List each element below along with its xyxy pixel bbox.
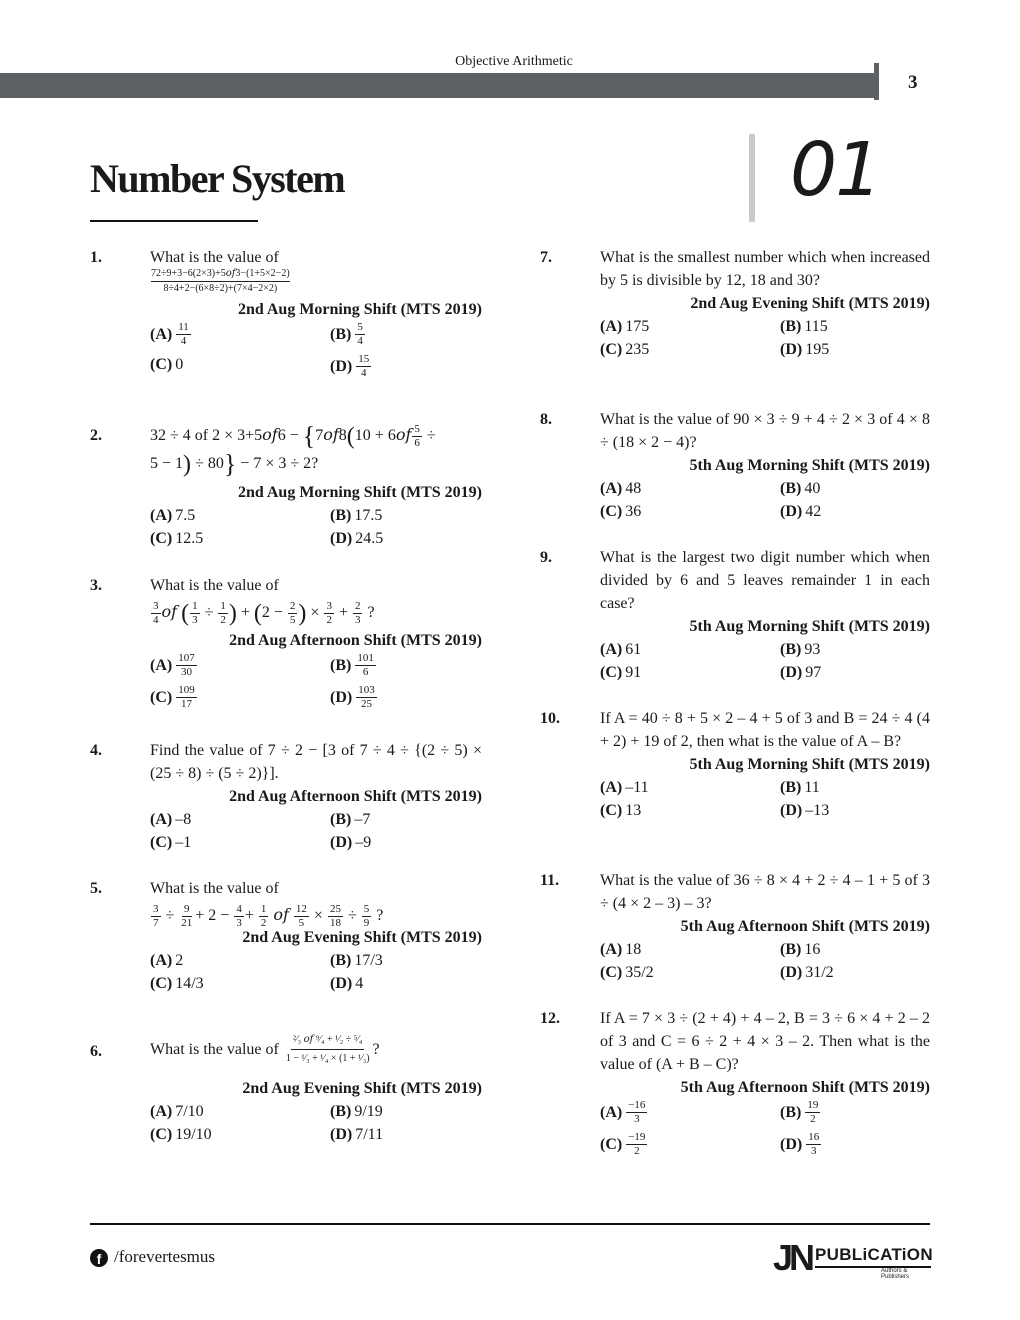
option-b[interactable]: (B) 40 <box>780 480 821 497</box>
page-number: 3 <box>908 72 918 93</box>
footer-rule <box>90 1223 930 1225</box>
exam-shift: 2nd Aug Evening Shift (MTS 2019) <box>242 1080 482 1097</box>
option-d[interactable]: (D) 42 <box>780 503 822 520</box>
option-b[interactable]: (B) 17.5 <box>330 507 383 524</box>
facebook-icon[interactable]: f <box>90 1249 108 1267</box>
option-c[interactable]: (C) $\frac{-19}{2}$ <box>600 1131 646 1157</box>
question-number: 10. <box>540 710 560 727</box>
question-expression: $\frac{3}{7}$ ÷ $\frac{9}{21}$ + 2 − $\frac{4}{3}$ + $\frac{1}{2}$ of $\frac{12}{5}$ × $\frac{25}{18}$ ÷ $\frac{5}{9}$ ? <box>153 902 384 929</box>
question-number: 12. <box>540 1010 560 1027</box>
exam-shift: 2nd Aug Evening Shift (MTS 2019) <box>690 295 930 312</box>
option-c[interactable]: (C) 35/2 <box>600 964 654 981</box>
header-bar <box>0 73 878 98</box>
question-number: 11. <box>540 872 560 889</box>
question-text: If A = 7 × 3 ÷ (2 + 4) + 4 – 2, B = 3 ÷ 6 × 4 + 2 – 2 of 3 and C = 6 ÷ 2 + 4 × 3 – 2. Then what is the value of (A + B – C)? <box>600 1010 930 1073</box>
option-d[interactable]: (D) –9 <box>330 834 372 851</box>
option-a[interactable]: (A) 7.5 <box>150 507 196 524</box>
exam-shift: 2nd Aug Afternoon Shift (MTS 2019) <box>229 632 482 649</box>
option-b[interactable]: (B) 115 <box>780 318 828 335</box>
option-a[interactable]: (A) 61 <box>600 641 642 658</box>
exam-shift: 2nd Aug Afternoon Shift (MTS 2019) <box>229 788 482 805</box>
option-c[interactable]: (C) 0 <box>150 356 184 373</box>
running-header-title: Objective Arithmetic <box>455 54 573 69</box>
option-a[interactable]: (A) 2 <box>150 952 184 969</box>
option-a[interactable]: (A) –8 <box>150 811 192 828</box>
header-bar-end <box>874 63 879 100</box>
logo-mark: JN <box>773 1237 812 1278</box>
exam-shift: 5th Aug Afternoon Shift (MTS 2019) <box>680 918 930 935</box>
option-d[interactable]: (D) 31/2 <box>780 964 834 981</box>
question-number: 8. <box>540 411 552 428</box>
question-expression: $\frac{3}{4}$ of ( $\frac{1}{3}$ ÷ $\frac{1}{2}$ ) + (2 − $\frac{2}{5}$ ) × $\frac{3}{2}$ + $\frac{2}{3}$ ? <box>153 599 375 627</box>
question-text: Find the value of 7 ÷ 2 − [3 of 7 ÷ 4 ÷ {(2 ÷ 5) × (25 ÷ 8) ÷ (5 ÷ 2)}]. <box>150 742 482 782</box>
option-d[interactable]: (D) $\frac{103}{25}$ <box>330 684 375 710</box>
option-b[interactable]: (B) 11 <box>780 779 820 796</box>
chapter-number-divider <box>749 134 755 222</box>
option-d[interactable]: (D) $\frac{16}{3}$ <box>780 1131 820 1157</box>
question-number: 2. <box>90 427 102 444</box>
option-a[interactable]: (A) –11 <box>600 779 649 796</box>
exam-shift: 2nd Aug Morning Shift (MTS 2019) <box>237 301 482 318</box>
expression-fraction: $\frac{\text{72÷9+3−6(2×3)+5𝑜𝑓3−(1+5×2−2)}}{8\div 4+2-(6\times 8\div 2)+(7\times 4-2\times 2)}$ <box>151 268 290 294</box>
logo-subtext: Authors & Publishers <box>881 1268 910 1280</box>
chapter-title: Number System <box>90 156 345 201</box>
option-c[interactable]: (C) 19/10 <box>150 1126 212 1143</box>
question-text: What is the value of <box>150 577 279 594</box>
question-number: 3. <box>90 577 102 594</box>
option-d[interactable]: (D) 4 <box>330 975 364 992</box>
option-b[interactable]: (B) $\frac{5}{4}$ <box>330 321 363 347</box>
question-number: 6. <box>90 1043 102 1060</box>
question-number: 4. <box>90 742 102 759</box>
option-a[interactable]: (A) $\frac{11}{4}$ <box>150 321 189 347</box>
option-c[interactable]: (C) 235 <box>600 341 650 358</box>
option-c[interactable]: (C) 91 <box>600 664 642 681</box>
option-c[interactable]: (C) 14/3 <box>150 975 204 992</box>
question-number: 9. <box>540 549 552 566</box>
question-text: What is the value of 36 ÷ 8 × 4 + 2 ÷ 4 – 1 + 5 of 3 ÷ (4 × 2 – 3) – 3? <box>600 872 930 912</box>
option-a[interactable]: (A) 7/10 <box>150 1103 204 1120</box>
option-c[interactable]: (C) 13 <box>600 802 642 819</box>
exam-shift: 5th Aug Afternoon Shift (MTS 2019) <box>680 1079 930 1096</box>
question-text: What is the value of <box>150 880 279 897</box>
option-a[interactable]: (A) $\frac{107}{30}$ <box>150 652 195 678</box>
option-b[interactable]: (B) 93 <box>780 641 821 658</box>
option-b[interactable]: (B) 17/3 <box>330 952 383 969</box>
question-text: 32 ÷ 4 of 2 × 3+5of6 − {7of8(10 + 6of $\frac{5}{6}$ ÷ 5 − 1) ÷ 80} − 7 × 3 ÷ 2? <box>150 421 436 479</box>
option-d[interactable]: (D) 24.5 <box>330 530 384 547</box>
question-text: What is the smallest number which when increased by 5 is divisible by 12, 18 and 30? <box>600 249 930 289</box>
option-a[interactable]: (A) 48 <box>600 480 642 497</box>
option-d[interactable]: (D) 97 <box>780 664 822 681</box>
question-number: 5. <box>90 880 102 897</box>
option-a[interactable]: (A) $\frac{-16}{3}$ <box>600 1099 646 1125</box>
question-text: What is the largest two digit number which when divided by 6 and 5 leaves remainder 1 in each case? <box>600 549 930 612</box>
question-text: What is the value of $\frac{\text{²⁄₃ 𝑜𝑓 ⁹⁄₄ + ¹⁄₂ ÷ ⁵⁄₄}}{\text{1 − ¹⁄₃ + ¹⁄₄ × (1 + ¹⁄₃)}}$ ? <box>150 1021 482 1077</box>
option-b[interactable]: (B) $\frac{101}{6}$ <box>330 652 374 678</box>
question-number: 1. <box>90 249 102 266</box>
question-number: 7. <box>540 249 552 266</box>
option-a[interactable]: (A) 18 <box>600 941 642 958</box>
option-d[interactable]: (D) 195 <box>780 341 830 358</box>
expression-fraction: $\frac{\text{²⁄₃ 𝑜𝑓 ⁹⁄₄ + ¹⁄₂ ÷ ⁵⁄₄}}{\text{1 − ¹⁄₃ + ¹⁄₄ × (1 + ¹⁄₃)}}$ <box>284 1031 372 1068</box>
option-c[interactable]: (C) 12.5 <box>150 530 204 547</box>
question-text: What is the value of <box>150 249 279 266</box>
option-c[interactable]: (C) 36 <box>600 503 642 520</box>
exam-shift: 5th Aug Morning Shift (MTS 2019) <box>689 618 930 635</box>
exam-shift: 5th Aug Morning Shift (MTS 2019) <box>689 457 930 474</box>
option-b[interactable]: (B) 16 <box>780 941 821 958</box>
exam-shift: 2nd Aug Evening Shift (MTS 2019) <box>242 929 482 946</box>
facebook-handle[interactable]: /forevertesmus <box>114 1247 216 1266</box>
option-c[interactable]: (C) $\frac{109}{17}$ <box>150 684 195 710</box>
option-d[interactable]: (D) 7/11 <box>330 1126 384 1143</box>
option-c[interactable]: (C) –1 <box>150 834 192 851</box>
option-b[interactable]: (B) $\frac{19}{2}$ <box>780 1099 819 1125</box>
question-text: If A = 40 ÷ 8 + 5 × 2 – 4 + 5 of 3 and B = 24 ÷ 4 (4 + 2) + 19 of 2, then what is the value of A – B? <box>600 710 930 750</box>
logo-text: PUBLiCATiON <box>815 1245 933 1264</box>
chapter-number: 01 <box>790 127 881 213</box>
option-a[interactable]: (A) 175 <box>600 318 650 335</box>
option-b[interactable]: (B) 9/19 <box>330 1103 383 1120</box>
question-text: What is the value of 90 × 3 ÷ 9 + 4 ÷ 2 × 3 of 4 × 8 ÷ (18 × 2 − 4)? <box>600 411 930 451</box>
exam-shift: 2nd Aug Morning Shift (MTS 2019) <box>237 484 482 501</box>
option-d[interactable]: (D) $\frac{15}{4}$ <box>330 353 370 379</box>
option-b[interactable]: (B) –7 <box>330 811 371 828</box>
exam-shift: 5th Aug Morning Shift (MTS 2019) <box>689 756 930 773</box>
option-d[interactable]: (D) –13 <box>780 802 830 819</box>
chapter-title-underline <box>90 220 258 222</box>
publisher-logo <box>773 1239 931 1279</box>
